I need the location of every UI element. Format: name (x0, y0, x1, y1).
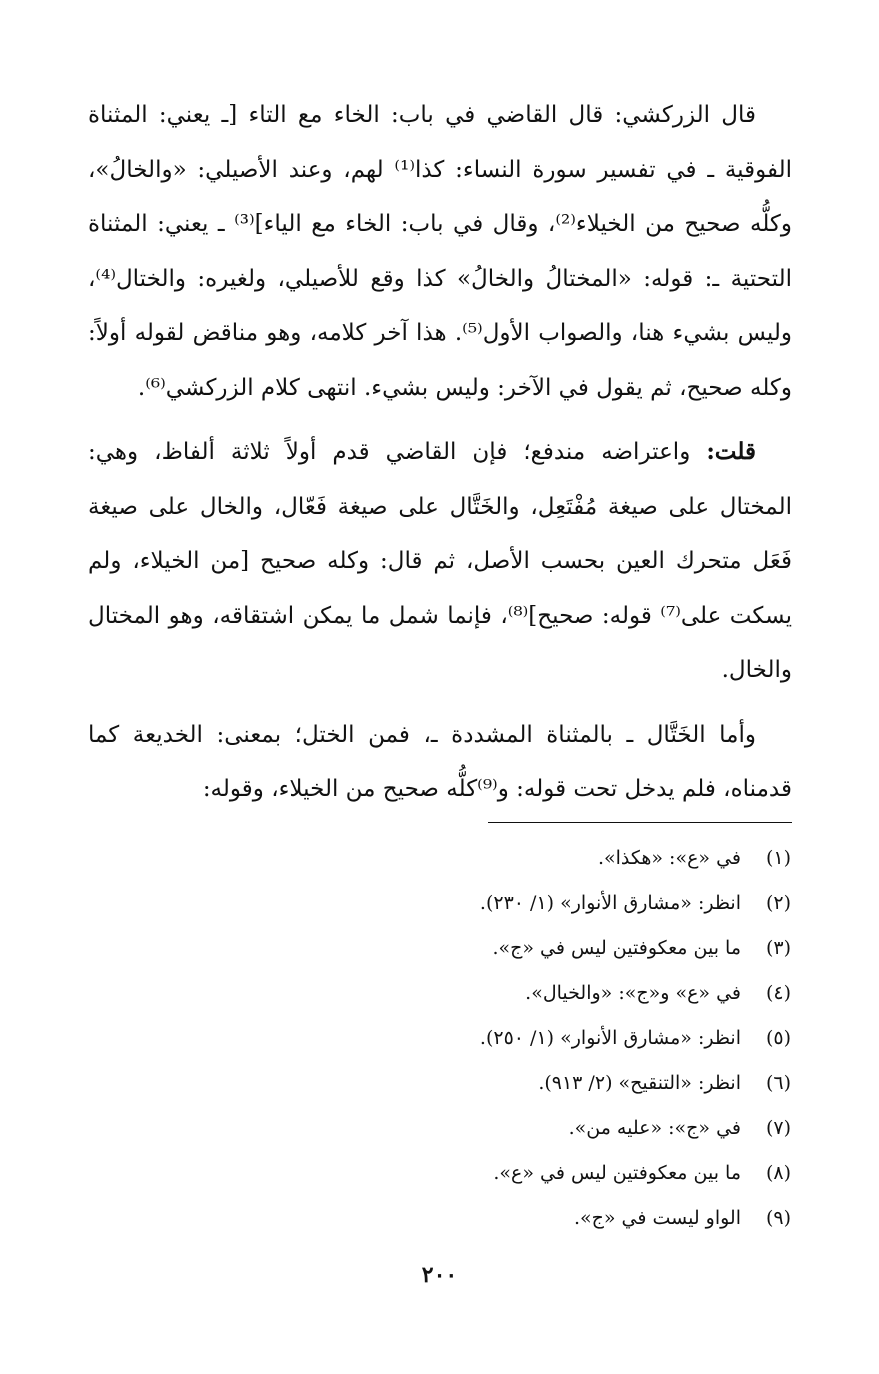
main-text (88, 88, 792, 817)
footnote-number: (٣) (765, 937, 791, 959)
footnote-number: (٢) (765, 892, 791, 914)
footnote-number: (٩) (765, 1207, 791, 1229)
footnote-text: في «ع»: «هكذا». (597, 847, 741, 869)
footnote-text: انظر: «مشارق الأنوار» (١/ ٢٣٠). (479, 892, 741, 914)
paragraph-text: قال الزركشي: قال القاضي في باب: الخاء مع التاء [ـ يعني: المثناة الفوقية ـ في تفسير سورة النساء: كذا⁽¹⁾ لهم، وعند الأصيلي: «والخالُ»، وكلُّه صحيح من الخيلاء⁽²⁾، وقال في باب: الخاء مع الياء]⁽³⁾ ـ يعني: المثناة التحتية ـ: قوله: «المختالُ والخالُ» كذا وقع للأصيلي، ولغيره: والختال⁽⁴⁾، وليس بشيء هنا، والصواب الأول⁽⁵⁾. هذا آخر كلامه، وهو مناقض لقوله أولاً: وكله صحيح، ثم يقول في الآخر: وليس بشيء. انتهى كلام الزركشي⁽⁶⁾. (88, 102, 793, 401)
footnote-text: انظر: «التنقيح» (٢/ ٩١٣). (538, 1072, 741, 1094)
footnote-item (87, 1016, 791, 1061)
footnote-text: انظر: «مشارق الأنوار» (١/ ٢٥٠). (479, 1027, 741, 1049)
paragraph-2 (88, 425, 792, 698)
footnote-item (87, 1061, 791, 1106)
footnote-number: (٧) (765, 1117, 791, 1139)
footnote-number: (١) (765, 847, 791, 869)
paragraph-text: واعتراضه مندفع؛ فإن القاضي قدم أولاً ثلاثة ألفاظ، وهي: المختال على صيغة مُفْتَعِل، والخَتَّال على صيغة فَعّال، والخال على صيغة فَعَل متحرك العين بحسب الأصل، ثم قال: وكله صحيح [من الخيلاء، ولم يسكت على⁽⁷⁾ قوله: صحيح]⁽⁸⁾، فإنما شمل ما يمكن اشتقاقه، وهو المختال والخال. (88, 439, 792, 683)
footnote-number: (٥) (765, 1027, 791, 1049)
footnote-divider (488, 822, 792, 823)
footnote-item (87, 971, 791, 1016)
footnote-text: ما بين معكوفتين ليس في «ج». (492, 937, 741, 959)
paragraph-lead: قلت: (706, 438, 756, 465)
footnote-text: ما بين معكوفتين ليس في «ع». (493, 1162, 741, 1184)
footnote-text: في «ع» و«ج»: «والخيال». (525, 982, 741, 1004)
footnote-number: (٨) (765, 1162, 791, 1184)
footnote-text: في «ج»: «عليه من». (568, 1117, 741, 1139)
footnote-item (87, 1196, 791, 1241)
footnote-text: الواو ليست في «ج». (573, 1207, 741, 1229)
footnote-number: (٦) (765, 1072, 791, 1094)
footnote-item (87, 926, 791, 971)
footnote-number: (٤) (765, 982, 791, 1004)
footnote-item (87, 1151, 791, 1196)
paragraph-text: وأما الخَتَّال ـ بالمثناة المشددة ـ، فمن الختل؛ بمعنى: الخديعة كما قدمناه، فلم يدخل تحت قوله: و⁽⁹⁾كلُّه صحيح من الخيلاء، وقوله: (88, 721, 792, 802)
page-number: ٢٠٠ (421, 1262, 458, 1288)
paragraph-1 (88, 88, 792, 415)
footnotes-list (87, 836, 791, 1241)
footnote-item (87, 881, 791, 926)
footnote-item (87, 836, 791, 881)
footnote-item (87, 1106, 791, 1151)
paragraph-3 (88, 708, 792, 817)
